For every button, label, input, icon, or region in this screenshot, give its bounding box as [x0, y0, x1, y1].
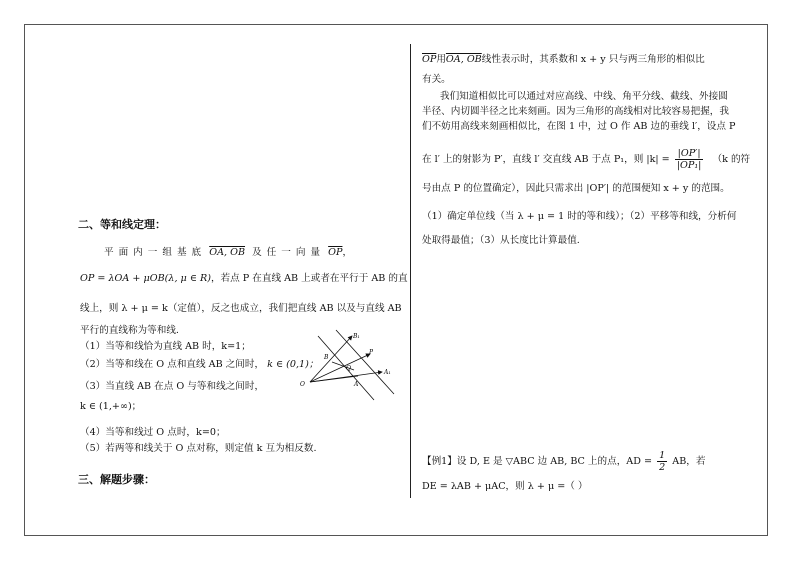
case-5: （5）若两等和线关于 O 点对称，则定值 k 互为相反数.: [80, 443, 317, 454]
case-2: [80, 358, 318, 371]
ratio-numerator: |OP′|: [675, 148, 704, 160]
para-line-4-text: 在 l′ 上的射影为 P′，直线 l′ 交直线 AB 于点 P₁，则 |k| =: [422, 154, 670, 165]
example-line-1: [422, 450, 705, 473]
case-1: （1）当等和线恰为直线 AB 时，k=1；: [80, 341, 251, 352]
example-text: 【例1】设 D, E 是 ▽ABC 边 AB, BC 上的点，AD =: [422, 456, 653, 467]
case-2-range: k ∈ (0,1)；: [267, 359, 319, 370]
comma: ，: [342, 247, 353, 258]
label-a: A: [354, 381, 359, 388]
column-divider: [410, 44, 411, 498]
para-line-4-tail: （k 的符: [712, 154, 751, 165]
ratio-fraction: [675, 148, 704, 171]
line-a1b1: [336, 330, 394, 394]
vector-formula: OP = λOA + μOB(λ, μ ∈ R): [80, 273, 211, 284]
para-line-1: 我们知道相似比可以通过对应高线、中线、角平分线、截线、外接圆: [440, 91, 728, 102]
section-heading-3: 三、解题步骤：: [78, 473, 155, 486]
vector-ob1: [310, 336, 352, 382]
ratio-denominator: |OP₁|: [676, 160, 702, 171]
right-line-1-text: 线性表示时，其系数和 x + y 只与两三角形的相似比: [481, 54, 705, 65]
para-line-3: 们不妨用高线来刻画相似比，在图 1 中，过 O 作 AB 边的垂线 l′，设点 P: [422, 121, 736, 132]
theorem-line-2-text: ，若点 P 在直线 AB 上或者在平行于 AB 的直: [210, 273, 408, 284]
equal-sum-line-figure: [296, 326, 406, 406]
section-heading-2: 二、等和线定理：: [78, 218, 166, 231]
vector-oa-ob: OA, OB: [445, 54, 482, 65]
right-line-2: 有关。: [422, 74, 451, 85]
example-fraction: [657, 450, 667, 473]
case-2-text: （2）当等和线在 O 点和直线 AB 之间时，: [80, 359, 265, 370]
steps-line-1: （1）确定单位线（当 λ + μ = 1 时的等和线）；（2）平移等和线，分析何: [422, 211, 737, 222]
theorem-line-3: 线上，则 λ + μ = k（定值），反之也成立，我们把直线 AB 以及与直线 AB: [80, 303, 402, 314]
theorem-text-basis: 平面内一组基底: [104, 247, 207, 258]
theorem-line-1: [104, 246, 352, 259]
vector-op-right: $\overline{OP}$: [422, 54, 437, 65]
label-b: B: [324, 354, 329, 361]
right-line-1: [422, 53, 705, 66]
example-text-tail: AB，若: [672, 456, 706, 467]
case-3-range: k ∈ (1,+∞)；: [80, 401, 142, 412]
vector-basis: OA, OB: [209, 247, 246, 258]
example-frac-num: 1: [659, 450, 666, 461]
case-4: （4）当等和线过 O 点时，k=0；: [80, 427, 226, 438]
label-a1: A₁: [384, 369, 391, 376]
example-frac-den: 2: [659, 462, 666, 473]
vector-op: $\overline{OP}$: [328, 247, 343, 258]
label-p: P: [369, 349, 374, 356]
theorem-line-2: [80, 272, 408, 285]
para-line-5: 号由点 P 的位置确定），因此只需求出 |OP′| 的范围便知 x + y 的范围。: [422, 183, 730, 194]
theorem-line-4: 平行的直线称为等和线.: [80, 325, 179, 336]
steps-line-2: 处取得最值；（3）从长度比计算最值.: [422, 235, 580, 246]
label-b1: B₁: [353, 333, 360, 340]
label-o: O: [300, 381, 305, 388]
example-line-2: DE = λAB + μAC，则 λ + μ =（ ）: [422, 481, 588, 492]
case-3: （3）当直线 AB 在点 O 与等和线之间时，: [80, 381, 265, 392]
label-q: Q: [346, 365, 351, 372]
theorem-text-any: 及任一向量: [252, 247, 326, 258]
para-line-2: 半径、内切圆半径之比来刻画。因为三角形的高线相对比较容易把握，我: [422, 106, 729, 117]
use-text: 用: [436, 54, 446, 65]
para-line-4: [422, 148, 750, 171]
